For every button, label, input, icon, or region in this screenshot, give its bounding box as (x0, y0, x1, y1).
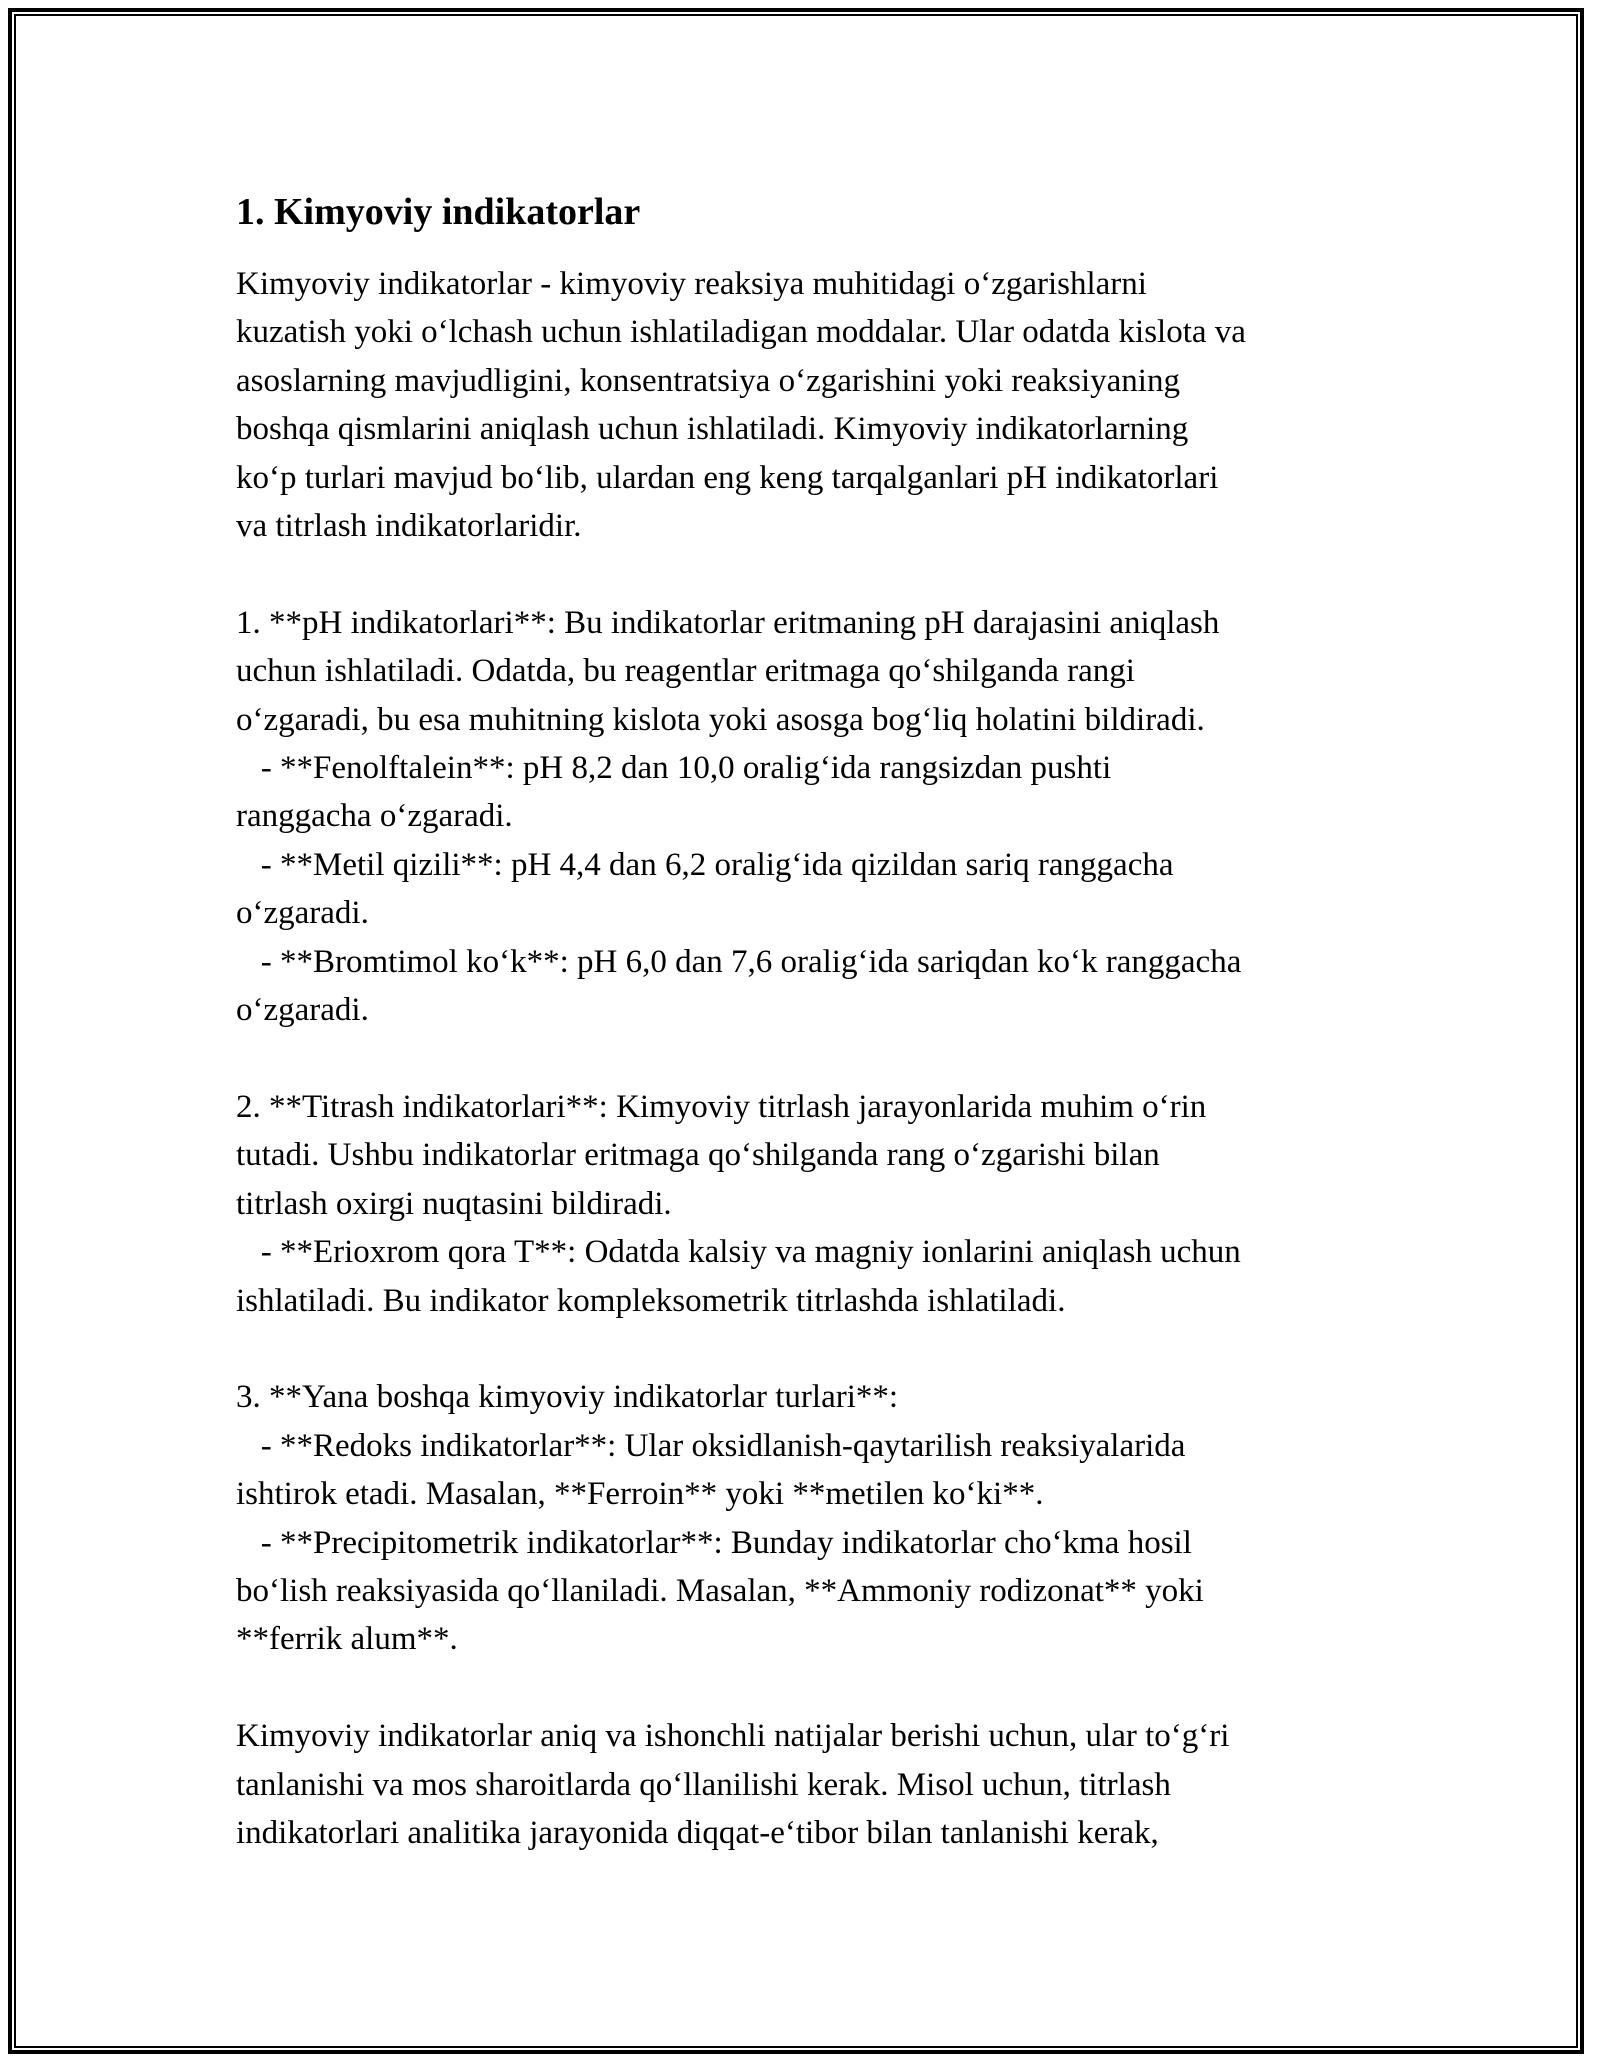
text-line: uchun ishlatiladi. Odatda, bu reagentlar eritmaga qo‘shilganda rangi (236, 653, 1135, 690)
text-line: bo‘lish reaksiyasida qo‘llaniladi. Masalan, **Ammoniy rodizonat** yoki (236, 1572, 1204, 1609)
blank-line (236, 1325, 1376, 1373)
text-line: 3. **Yana boshqa kimyoviy indikatorlar turlari**: (236, 1379, 899, 1416)
text-line: o‘zgaradi. (236, 895, 369, 932)
text-line: ranggacha o‘zgaradi. (236, 798, 513, 835)
text-line: ishlatiladi. Bu indikator kompleksometrik titrlashda ishlatiladi. (236, 1282, 1066, 1319)
text-line: va titrlash indikatorlaridir. (236, 508, 582, 545)
blank-line (236, 1034, 1376, 1082)
text-line: titrlash oxirgi nuqtasini bildiradi. (236, 1185, 672, 1222)
text-line: asoslarning mavjudligini, konsentratsiya o‘zgarishini yoki reaksiyaning (236, 362, 1180, 399)
document-text (236, 260, 1376, 1857)
text-line: Kimyoviy indikatorlar - kimyoviy reaksiya muhitidagi o‘zgarishlarni (236, 266, 1147, 302)
text-line: - **Erioxrom qora T**: Odatda kalsiy va magniy ionlarini aniqlash uchun (236, 1234, 1241, 1271)
text-line: boshqa qismlarini aniqlash uchun ishlatiladi. Kimyoviy indikatorlarning (236, 411, 1189, 448)
text-line: **ferrik alum**. (236, 1621, 458, 1658)
text-line: ko‘p turlari mavjud bo‘lib, ulardan eng keng tarqalganlari pH indikatorlari (236, 459, 1219, 496)
section-heading: 1. Kimyoviy indikatorlar (236, 191, 641, 233)
text-line: - **Metil qizili**: pH 4,4 dan 6,2 oralig‘ida qizildan sariq ranggacha (236, 846, 1174, 883)
text-line: indikatorlari analitika jarayonida diqqat-e‘tibor bilan tanlanishi kerak, (236, 1814, 1159, 1851)
text-line: ishtirok etadi. Masalan, **Ferroin** yoki **metilen ko‘ki**. (236, 1476, 1044, 1513)
text-line: Kimyoviy indikatorlar aniq va ishonchli natijalar berishi uchun, ular to‘g‘ri (236, 1718, 1230, 1755)
blank-line (236, 1664, 1376, 1712)
text-line: - **Precipitometrik indikatorlar**: Bunday indikatorlar cho‘kma hosil (236, 1524, 1192, 1561)
text-line: o‘zgaradi, bu esa muhitning kislota yoki asosga bog‘liq holatini bildiradi. (236, 701, 1205, 738)
text-line: - **Fenolftalein**: pH 8,2 dan 10,0 oralig‘ida rangsizdan pushti (236, 750, 1112, 787)
text-line: - **Redoks indikatorlar**: Ular oksidlanish-qaytarilish reaksiyalarida (236, 1427, 1186, 1464)
blank-line (236, 550, 1376, 598)
text-line: o‘zgaradi. (236, 992, 369, 1029)
text-line: tutadi. Ushbu indikatorlar eritmaga qo‘shilganda rang o‘zgarishi bilan (236, 1137, 1160, 1174)
text-line: - **Bromtimol ko‘k**: pH 6,0 dan 7,6 oralig‘ida sariqdan ko‘k ranggacha (236, 943, 1242, 980)
text-line: 2. **Titrash indikatorlari**: Kimyoviy titrlash jarayonlarida muhim o‘rin (236, 1088, 1207, 1125)
text-line: tanlanishi va mos sharoitlarda qo‘llanilishi kerak. Misol uchun, titrlash (236, 1766, 1171, 1803)
text-line: kuzatish yoki o‘lchash uchun ishlatiladigan moddalar. Ular odatda kislota va (236, 314, 1246, 351)
document-body (236, 186, 1376, 1857)
text-line: 1. **pH indikatorlari**: Bu indikatorlar eritmaning pH darajasini aniqlash (236, 604, 1220, 641)
